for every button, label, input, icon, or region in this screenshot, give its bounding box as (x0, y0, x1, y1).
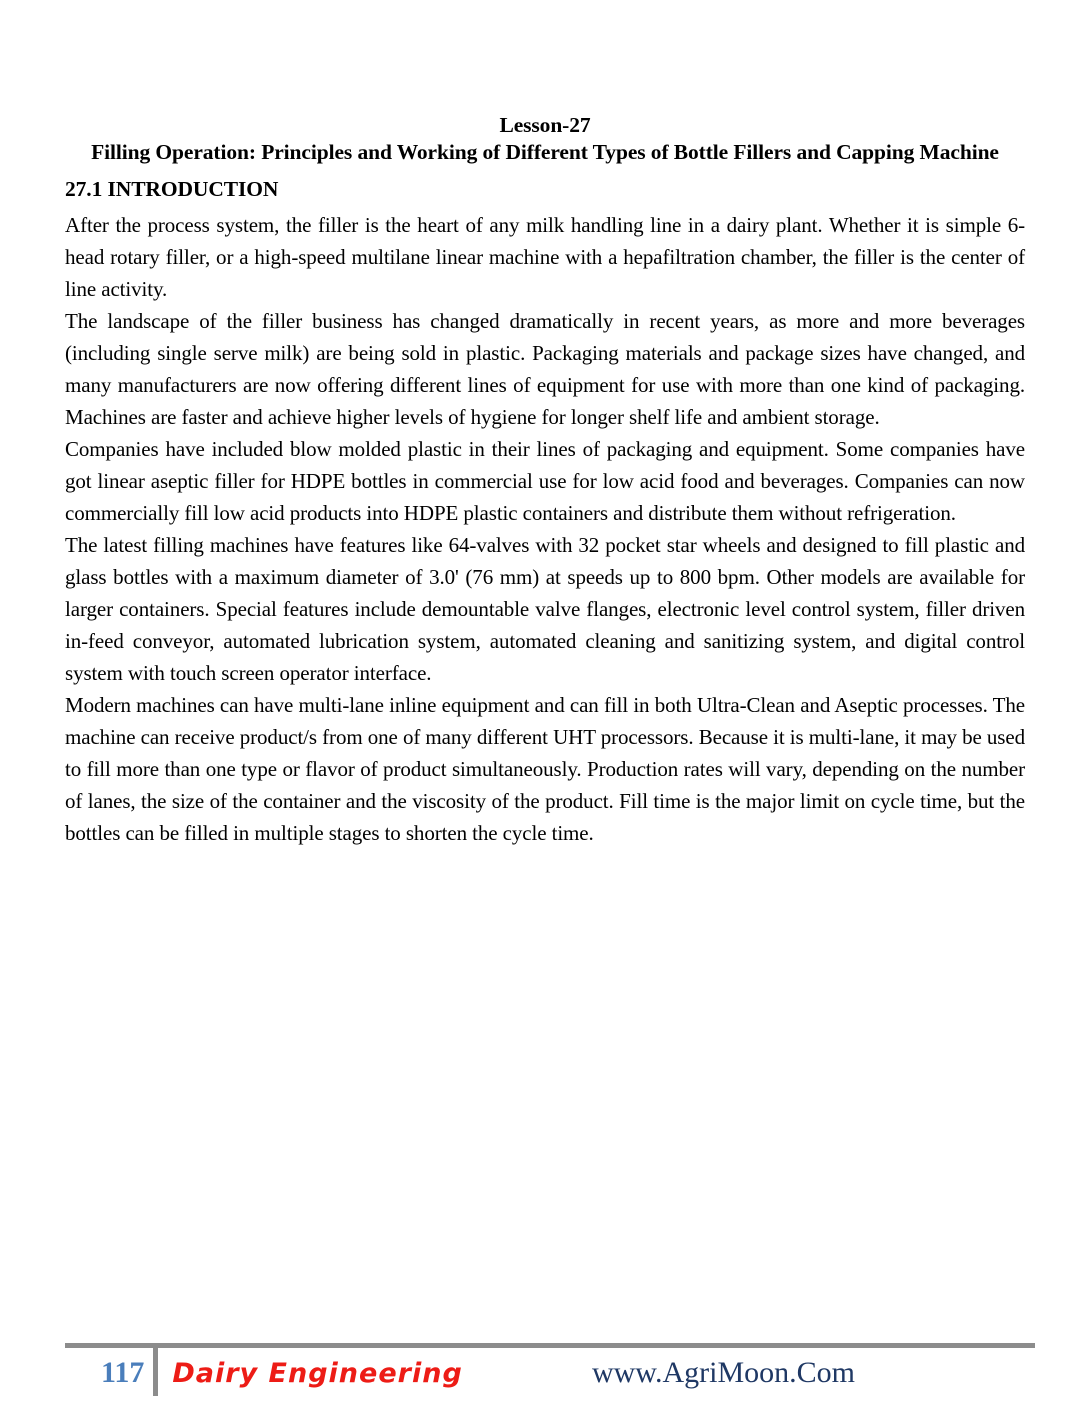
page-number: 117 (101, 1356, 145, 1389)
paragraph: Modern machines can have multi-lane inline equipment and can fill in both Ultra-Clean and Aseptic processes. The machine can receive product/s from one of many different UHT processors. Because it is multi-lane, it may be used to fill more than one type or flavor of product simultaneously. Production rates will vary, depending on the number of lanes, the size of the container and the viscosity of the product. Fill time is the major limit on cycle time, but the bottles can be filled in multiple stages to shorten the cycle time. (65, 693, 1025, 845)
website-text: www.AgriMoon.Com (591, 1356, 855, 1389)
page-footer (65, 1343, 1035, 1398)
paragraph: The latest filling machines have features like 64-valves with 32 pocket star wheels and designed to fill plastic and glass bottles with a maximum diameter of 3.0' (76 mm) at speeds up to 800 bpm. Other models are available for larger containers. Special features include demountable valve flanges, electronic level control system, filler driven in-feed conveyor, automated lubrication system, automated cleaning and sanitizing system, and digital control system with touch screen operator interface. (65, 533, 1025, 685)
paragraph: Companies have included blow molded plastic in their lines of packaging and equipment. Some companies have got linear aseptic filler for HDPE bottles in commercial use for low acid food and beverages. Companies can now commercially fill low acid products into HDPE plastic containers and distribute them without refrigeration. (65, 437, 1025, 525)
paragraph: The landscape of the filler business has changed dramatically in recent years, as more and more beverages (including single serve milk) are being sold in plastic. Packaging materials and package sizes have changed, and many manufacturers are now offering different lines of equipment for use with more than one kind of packaging. Machines are faster and achieve higher levels of hygiene for longer shelf life and ambient storage. (65, 309, 1025, 429)
document-title: Filling Operation: Principles and Working of Different Types of Bottle Fillers and Capping Machine (91, 140, 999, 164)
lesson-number-title: Lesson-27 (499, 113, 591, 137)
paragraph: After the process system, the filler is the heart of any milk handling line in a dairy plant. Whether it is simple 6-head rotary filler, or a high-speed multilane linear machine with a hepafiltration chamber, the filler is the center of line activity. (65, 213, 1025, 301)
document-page-content (65, 112, 1025, 849)
footer-row (65, 1348, 1035, 1398)
book-title: Dairy Engineering (172, 1357, 463, 1389)
section-heading: 27.1 INTRODUCTION (65, 177, 279, 201)
footer-divider (153, 1348, 158, 1396)
